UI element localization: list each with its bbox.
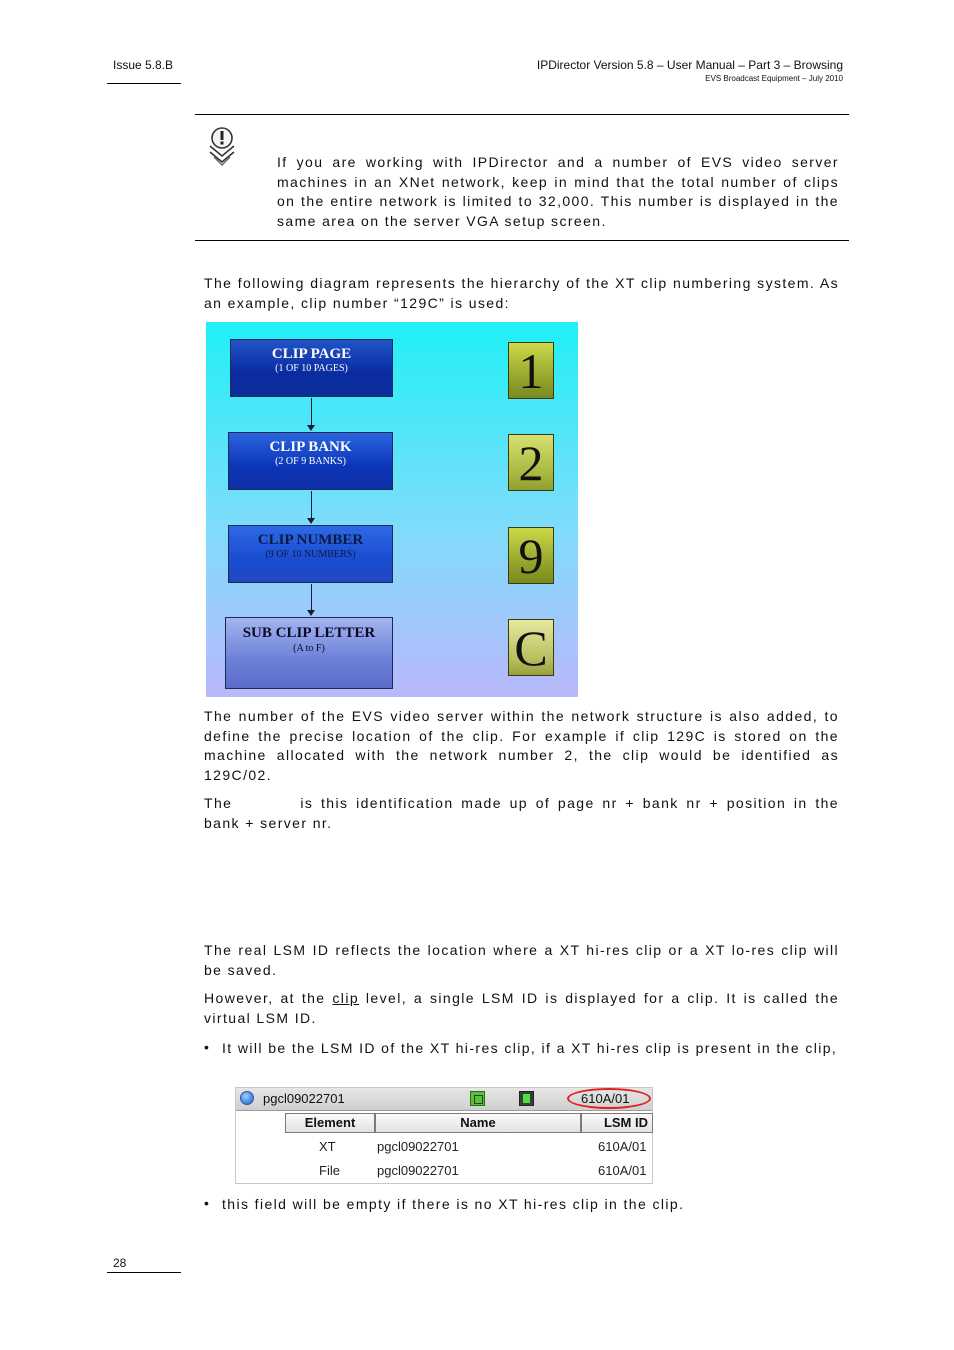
diagram-arrowhead: [307, 518, 315, 524]
virtual-lsm-id: 610A/01: [581, 1091, 630, 1106]
column-header-name[interactable]: Name: [375, 1113, 581, 1133]
server-number-paragraph: The number of the EVS video server within the network structure is also added, to define the precise location of the clip. For example if clip 129C is stored on the machine allocated with the network number 2, the clip would be identified as 129C/02.: [204, 708, 839, 783]
column-header-element[interactable]: Element: [285, 1113, 375, 1133]
diagram-digit-bank: 2: [508, 434, 554, 491]
bullet-icon: •: [204, 1039, 209, 1055]
clip-title: pgcl09022701: [263, 1091, 345, 1106]
clip-elements-screenshot: [235, 1087, 653, 1184]
file-status-icon: [519, 1091, 534, 1106]
bullet-icon: •: [204, 1195, 209, 1211]
virtual-paragraph-after: level, a single LSM ID is displayed for a clip. It is called the virtual LSM ID.: [204, 990, 840, 1026]
virtual-lsm-paragraph: [204, 989, 839, 1028]
row-lsm-id: 610A/01: [598, 1139, 647, 1154]
diagram-digit-page: 1: [508, 342, 554, 399]
lsm-paragraph-end: is this identification made up of page nr + bank nr + position in the bank + server nr.: [204, 795, 839, 831]
diagram-arrowhead: [307, 610, 315, 616]
diagram-box-clip-bank: [228, 432, 393, 490]
diagram-box-title: CLIP NUMBER: [257, 532, 364, 548]
note-bottom-rule: [195, 240, 849, 241]
expand-circle-icon[interactable]: [240, 1091, 254, 1105]
issue-label: Issue 5.8.B: [113, 58, 174, 72]
lsm-id-paragraph: [204, 794, 839, 833]
lsm-paragraph-start: The: [204, 795, 233, 811]
diagram-box-subtitle: (A to F): [293, 643, 325, 654]
document-title: IPDirector Version 5.8 – User Manual – Part 3 – Browsing: [536, 58, 843, 72]
clip-link[interactable]: clip: [332, 990, 360, 1006]
diagram-box-subtitle: (9 OF 10 NUMBERS): [265, 549, 356, 560]
diagram-box-title: CLIP PAGE: [271, 346, 352, 362]
diagram-connector: [311, 584, 312, 611]
diagram-arrowhead: [307, 425, 315, 431]
diagram-digit-letter: C: [508, 619, 554, 676]
row-element: File: [319, 1163, 340, 1178]
diagram-box-clip-page: [230, 339, 393, 397]
row-name: pgcl09022701: [377, 1163, 459, 1178]
diagram-box-subtitle: (2 OF 9 BANKS): [275, 456, 346, 467]
bullet-item: It will be the LSM ID of the XT hi-res clip, if a XT hi-res clip is present in the clip,: [222, 1040, 838, 1056]
page-number: 28: [113, 1256, 127, 1270]
diagram-box-clip-number: [228, 525, 393, 583]
row-name: pgcl09022701: [377, 1139, 459, 1154]
highlight-oval: [567, 1088, 651, 1109]
row-element: XT: [319, 1139, 336, 1154]
header-rule: [107, 83, 181, 84]
diagram-connector: [311, 398, 312, 426]
row-lsm-id: 610A/01: [598, 1163, 647, 1178]
note-text: If you are working with IPDirector and a number of EVS video server machines in an XNet network, keep in mind that the total number of clips on the entire network is limited to 32,000. This number is displayed in the same area on the server VGA setup screen.: [277, 154, 839, 229]
note-top-rule: [195, 114, 849, 115]
column-header-lsm-id[interactable]: LSM ID: [581, 1113, 653, 1133]
footer-rule: [107, 1272, 181, 1273]
clip-title-bar: [236, 1088, 652, 1111]
diagram-box-sub-clip-letter: [225, 617, 393, 689]
diagram-digit-number: 9: [508, 527, 554, 584]
intro-paragraph: The following diagram represents the hierarchy of the XT clip numbering system. As an example, clip number “129C” is used:: [204, 275, 839, 311]
hires-status-icon: [470, 1091, 485, 1106]
bullet-item: this field will be empty if there is no XT hi-res clip in the clip.: [222, 1196, 685, 1212]
diagram-box-title: SUB CLIP LETTER: [242, 625, 376, 641]
clip-hierarchy-diagram: [206, 322, 578, 697]
virtual-paragraph-before: However, at the: [204, 990, 326, 1006]
real-lsm-paragraph: The real LSM ID reflects the location where a XT hi-res clip or a XT lo-res clip will be saved.: [204, 942, 839, 978]
diagram-box-title: CLIP BANK: [269, 439, 352, 455]
note-icon: [205, 126, 241, 168]
diagram-box-subtitle: (1 OF 10 PAGES): [275, 363, 348, 374]
diagram-connector: [311, 491, 312, 519]
document-subtitle: EVS Broadcast Equipment – July 2010: [705, 74, 843, 83]
